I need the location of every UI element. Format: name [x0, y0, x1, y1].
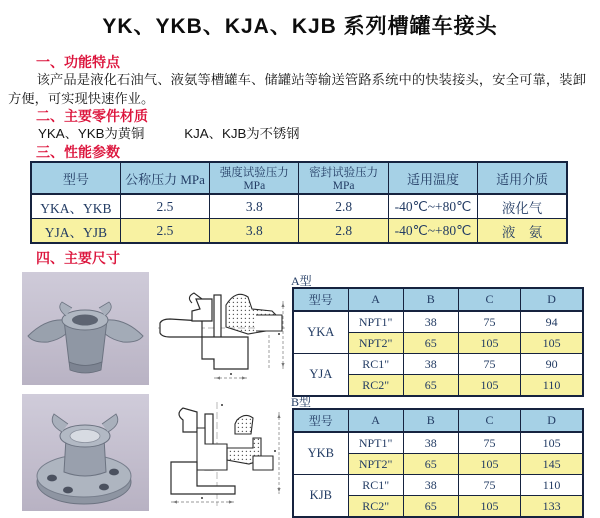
header-cell: 型号: [293, 288, 348, 311]
cell: 90: [521, 354, 583, 375]
cell-model: YKB: [293, 432, 348, 475]
header-cell: 强度试验压力MPa: [210, 162, 299, 194]
header-cell: 型号: [31, 162, 120, 194]
header-cell: C: [458, 409, 520, 432]
cell: -40℃~+80℃: [388, 194, 477, 219]
section-heading-dimensions: 四、主要尺寸: [36, 250, 120, 266]
cell: NPT1": [348, 432, 403, 454]
cell-model: YKA: [293, 311, 348, 354]
cell: NPT2": [348, 333, 403, 354]
cell: 38: [403, 432, 458, 454]
page-title: YK、YKB、KJA、KJB 系列槽罐车接头: [102, 15, 498, 38]
dimension-drawing-type-a: [156, 277, 288, 387]
type-a-label: A型: [291, 274, 312, 288]
cell: RC2": [348, 375, 403, 397]
performance-table-header-row: [31, 162, 567, 194]
cell: 2.5: [120, 219, 209, 244]
cell: 65: [403, 454, 458, 475]
cell: 75: [458, 475, 520, 496]
features-paragraph: 该产品是液化石油气、液氨等槽罐车、储罐站等输送管路系统中的快装接头，安全可靠，装卸方便，可实现快速作业。: [8, 72, 586, 106]
cell: 2.5: [120, 194, 209, 219]
table-row: [293, 475, 583, 496]
cell: 110: [521, 375, 583, 397]
cell: 105: [458, 454, 520, 475]
cell: 38: [403, 475, 458, 496]
cell: 65: [403, 375, 458, 397]
table-row: [31, 194, 567, 219]
table-header-row: [293, 409, 583, 432]
cell: RC1": [348, 354, 403, 375]
cell: 液 氨: [478, 219, 567, 244]
section-heading-materials: 二、主要零件材质: [36, 108, 148, 124]
cell: 75: [458, 432, 520, 454]
cell: 65: [403, 333, 458, 354]
header-cell: 适用温度: [388, 162, 477, 194]
header-cell: D: [521, 288, 583, 311]
header-cell: B: [403, 288, 458, 311]
performance-table: [30, 161, 568, 244]
cell: 133: [521, 496, 583, 518]
cell: 75: [458, 311, 520, 333]
cell: NPT2": [348, 454, 403, 475]
cell: 3.8: [210, 219, 299, 244]
cell: 105: [521, 333, 583, 354]
cell: 75: [458, 354, 520, 375]
header-cell: B: [403, 409, 458, 432]
header-cell: D: [521, 409, 583, 432]
header-cell: A: [348, 288, 403, 311]
cell: 38: [403, 311, 458, 333]
table-header-row: [293, 288, 583, 311]
cell-model: KJB: [293, 475, 348, 518]
cell: 液化气: [478, 194, 567, 219]
header-cell: 适用介质: [478, 162, 567, 194]
cell: 65: [403, 496, 458, 518]
cell: RC2": [348, 496, 403, 518]
table-row: [293, 311, 583, 333]
cell: 2.8: [299, 194, 388, 219]
cell-model: YJA: [293, 354, 348, 397]
cell: 145: [521, 454, 583, 475]
cell: 38: [403, 354, 458, 375]
cell: 105: [521, 432, 583, 454]
cell: 110: [521, 475, 583, 496]
header-cell: A: [348, 409, 403, 432]
cell: NPT1": [348, 311, 403, 333]
table-row: [31, 219, 567, 244]
product-photo-flange-coupling: [22, 394, 149, 511]
cell: 2.8: [299, 219, 388, 244]
header-cell: 公称压力 MPa: [120, 162, 209, 194]
type-b-dimension-table: [292, 408, 584, 518]
cell-model: YJA、YJB: [31, 219, 120, 244]
cell: 3.8: [210, 194, 299, 219]
section-heading-features: 一、功能特点: [36, 54, 120, 70]
header-cell: 型号: [293, 409, 348, 432]
type-a-dimension-table: [292, 287, 584, 397]
cell-model: YKA、YKB: [31, 194, 120, 219]
table-row: [293, 432, 583, 454]
header-cell: 密封试验压力MPa: [299, 162, 388, 194]
cell: 94: [521, 311, 583, 333]
materials-text: YKA、YKB为黄铜 KJA、KJB为不锈钢: [38, 126, 300, 141]
cell: 105: [458, 375, 520, 397]
dimension-drawing-type-b: [161, 398, 287, 510]
type-b-label: B型: [291, 395, 312, 409]
cell: 105: [458, 496, 520, 518]
header-cell: C: [458, 288, 520, 311]
product-photo-wing-coupling: [22, 272, 149, 385]
cell: -40℃~+80℃: [388, 219, 477, 244]
table-row: [293, 354, 583, 375]
cell: RC1": [348, 475, 403, 496]
section-heading-performance: 三、性能参数: [36, 144, 120, 160]
cell: 105: [458, 333, 520, 354]
